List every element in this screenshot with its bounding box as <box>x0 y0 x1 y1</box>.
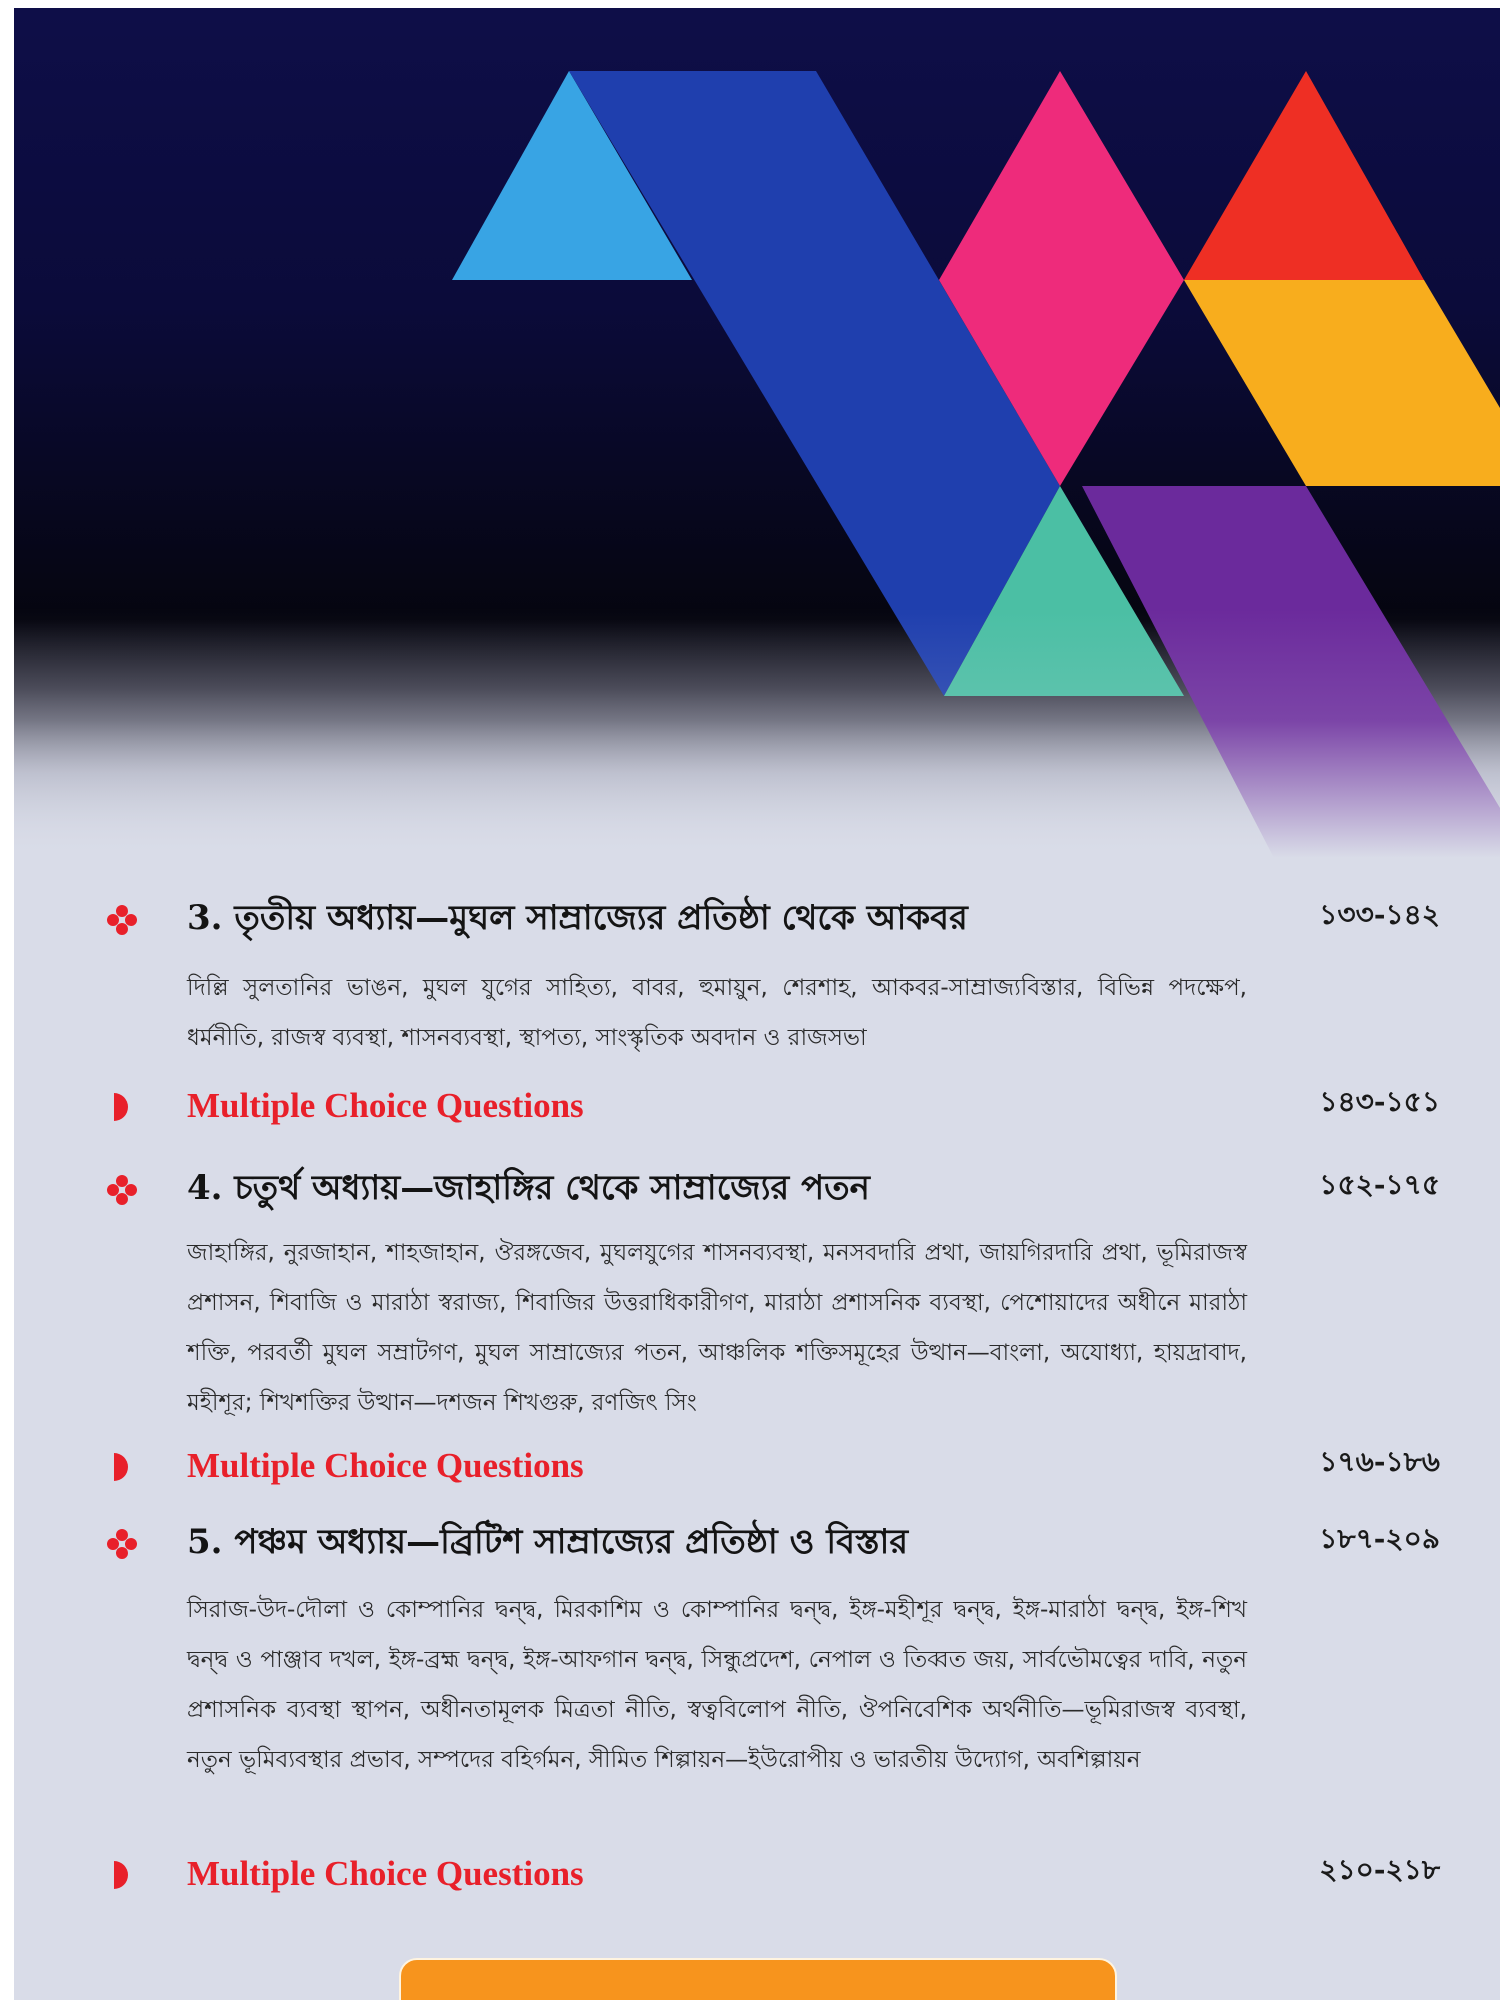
chapter-description: জাহাঙ্গির, নুরজাহান, শাহজাহান, ঔরঙ্গজেব, মুঘলযুগের শাসনব্যবস্থা, মনসবদারি প্রথা, জায়গিরদারি প্রথা, ভূমিরাজস্ব প্রশাসন, শিবাজি ও মারাঠা স্বরাজ্য, শিবাজির উত্তরাধিকারীগণ, মারাঠা প্রশাসনিক ব্যবস্থা, পেশোয়াদের অধীনে মারাঠা শক্তি, পরবর্তী মুঘল সম্রাটগণ, মুঘল সাম্রাজ্যের পতন, আঞ্চলিক শক্তিসমূহের উত্থান—বাংলা, অযোধ্যা, হায়দ্রাবাদ, মহীশূর; শিখশক্তির উত্থান—দশজন শিখগুরু, রণজিৎ সিং <box>187 1240 1247 1416</box>
chapter-description: সিরাজ-উদ-দৌলা ও কোম্পানির দ্বন্দ্ব, মিরকাশিম ও কোম্পানির দ্বন্দ্ব, ইঙ্গ-মহীশূর দ্বন্দ্ব, ইঙ্গ-মারাঠা দ্বন্দ্ব, ইঙ্গ-শিখ দ্বন্দ্ব ও পাঞ্জাব দখল, ইঙ্গ-ব্রহ্ম দ্বন্দ্ব, ইঙ্গ-আফগান দ্বন্দ্ব, সিন্ধুপ্রদেশ, নেপাল ও তিব্বত জয়, সার্বভৌমত্বের দাবি, নতুন প্রশাসনিক ব্যবস্থা স্থাপন, অধীনতামূলক মিত্রতা নীতি, স্বত্ববিলোপ নীতি, ঔপনিবেশিক অর্থনীতি—ভূমিরাজস্ব ব্যবস্থা, নতুন ভূমিব্যবস্থার প্রভাব, সম্পদের বহির্গমন, সীমিত শিল্পায়ন—ইউরোপীয় ও ভারতীয় উদ্যোগ, অবশিল্পায়ন <box>187 1597 1247 1773</box>
table-of-contents <box>14 8 1500 2000</box>
chapter-description: দিল্লি সুলতানির ভাঙন, মুঘল যুগের সাহিত্য, বাবর, হুমায়ুন, শেরশাহ, আকবর-সাম্রাজ্যবিস্তার, বিভিন্ন পদক্ষেপ, ধর্মনীতি, রাজস্ব ব্যবস্থা, শাসনব্যবস্থা, স্থাপত্য, সাংস্কৃতিক অবদান ও রাজসভা <box>187 975 1247 1051</box>
mcq-label: Multiple Choice Questions <box>187 1446 584 1485</box>
chapter-pages: ১৩৩-১৪২ <box>1319 898 1440 931</box>
half-circle-icon <box>106 1091 138 1123</box>
four-petal-ornament-icon <box>106 904 138 936</box>
four-petal-ornament-icon <box>106 1528 138 1560</box>
half-circle-icon <box>106 1451 138 1483</box>
mcq-label: Multiple Choice Questions <box>187 1086 584 1125</box>
chapter-pages: ১৫২-১৭৫ <box>1319 1168 1440 1201</box>
footer-orange-tab <box>399 1958 1117 2000</box>
chapter-title: 5. পঞ্চম অধ্যায়—ব্রিটিশ সাম্রাজ্যের প্রতিষ্ঠা ও বিস্তার <box>187 1522 909 1562</box>
four-petal-ornament-icon <box>106 1174 138 1206</box>
chapter-title: 3. তৃতীয় অধ্যায়—মুঘল সাম্রাজ্যের প্রতিষ্ঠা থেকে আকবর <box>187 898 968 938</box>
page <box>14 8 1500 2000</box>
chapter-pages: ১৮৭-২০৯ <box>1319 1522 1440 1555</box>
mcq-label: Multiple Choice Questions <box>187 1854 584 1893</box>
half-circle-icon <box>106 1859 138 1891</box>
mcq-pages: ১৪৩-১৫১ <box>1319 1085 1440 1118</box>
chapter-title: 4. চতুর্থ অধ্যায়—জাহাঙ্গির থেকে সাম্রাজ্যের পতন <box>187 1168 870 1208</box>
mcq-pages: ২১০-২১৮ <box>1319 1853 1440 1886</box>
mcq-pages: ১৭৬-১৮৬ <box>1319 1445 1440 1478</box>
